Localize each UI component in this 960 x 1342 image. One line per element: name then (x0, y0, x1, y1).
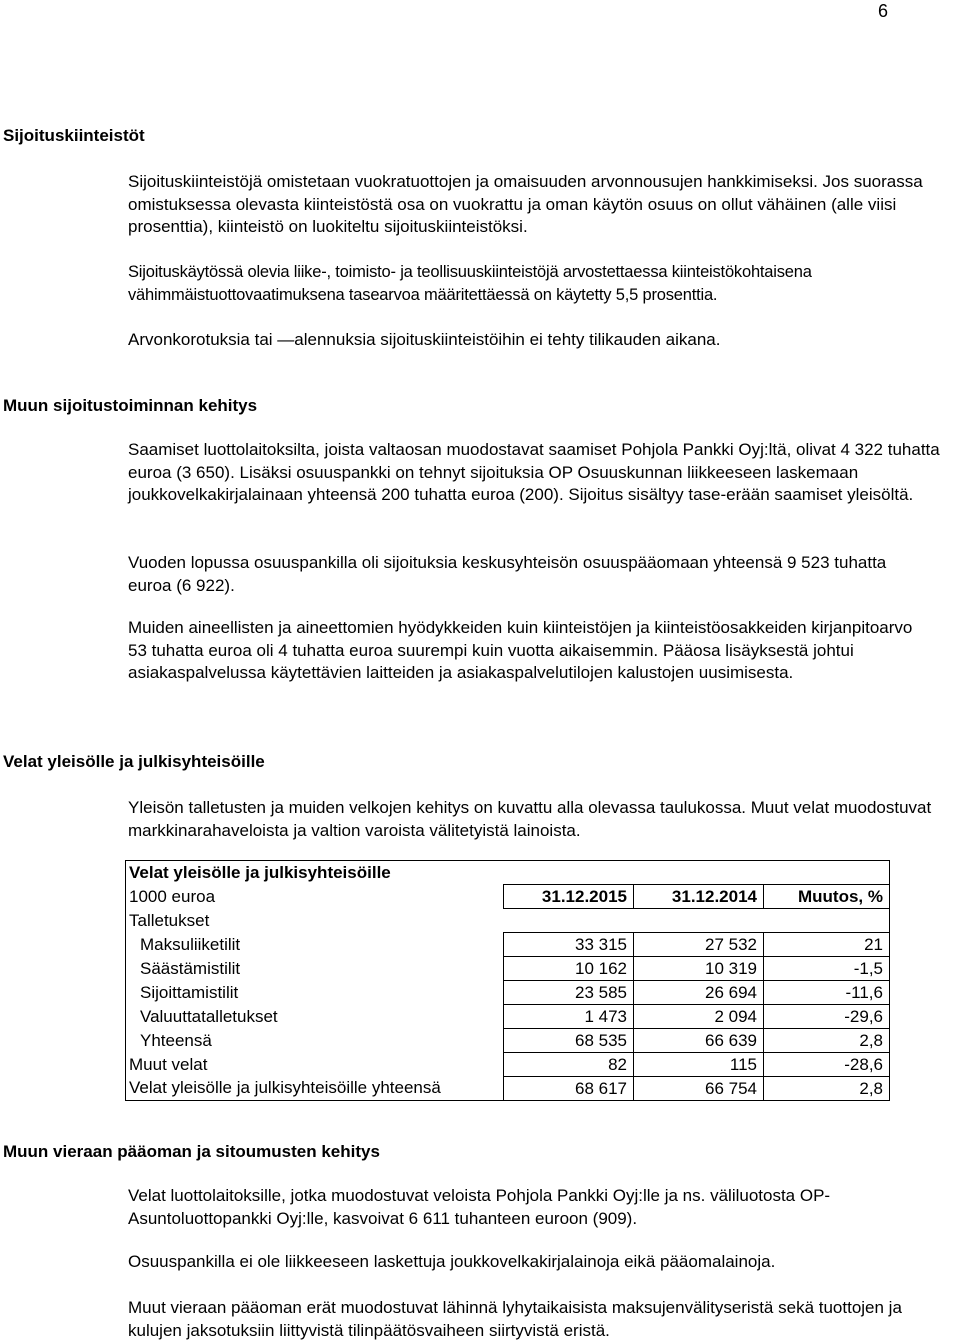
table-row (126, 1077, 890, 1101)
table-row-label: Velat yleisölle ja julkisyhteisöille yhteensä (126, 1077, 504, 1101)
paragraph-other-liabilities-2: Osuuspankilla ei ole liikkeeseen laskettuja joukkovelkakirjalainoja eikä pääomalainoja. (128, 1252, 776, 1271)
table-cell-2014: 26 694 (634, 981, 764, 1005)
heading-other-liabilities: Muun vieraan pääoman ja sitoumusten kehitys (3, 1142, 380, 1161)
table-group-row (126, 909, 890, 933)
table-title: Velat yleisölle ja julkisyhteisöille (126, 861, 890, 885)
table-cell-change: -29,6 (764, 1005, 890, 1029)
paragraph-investment-property-3: Arvonkorotuksia tai —alennuksia sijoituskiinteistöihin ei tehty tilikauden aikana. (128, 330, 721, 349)
paragraph-investment-property-2: Sijoituskäytössä olevia liike-, toimisto- ja teollisuuskiinteistöjä arvostettaessa kiinteistökohtaisena vähimmäistuottovaatimuksena tasearvoa määritettäessä on käytetty 5,5 prosenttia. (128, 263, 812, 304)
table-row-label: Yhteensä (126, 1029, 504, 1053)
table-row (126, 933, 890, 957)
table-cell-change: 2,8 (764, 1077, 890, 1101)
table-cell-2015: 10 162 (504, 957, 634, 981)
table-row (126, 981, 890, 1005)
table-cell-2014: 10 319 (634, 957, 764, 981)
table-cell-2015: 23 585 (504, 981, 634, 1005)
table-header-2015: 31.12.2015 (504, 885, 634, 909)
paragraph-other-investments-1: Saamiset luottolaitoksilta, joista valtaosan muodostavat saamiset Pohjola Pankki Oyj:ltä, olivat 4 322 tuhatta euroa (3 650). Lisäksi osuuspankki on tehnyt sijoituksia OP Osuuskunnan liikkeeseen laskemaan joukkovelkakirjalainaan yhteensä 200 tuhatta euroa (200). Sijoitus sisältyy tase-erään saamiset yleisöltä. (128, 440, 940, 504)
table-header-change: Muutos, % (764, 885, 890, 909)
paragraph-other-liabilities-3: Muut vieraan pääoman erät muodostuvat lähinnä lyhytaikaisista maksujenvälityseristä sekä tuottojen ja kulujen jaksotuksiin liittyvistä tilinpäätösvaiheen siirtyvistä eristä. (128, 1298, 902, 1340)
table-cell-2014: 27 532 (634, 933, 764, 957)
table-cell-2015: 68 535 (504, 1029, 634, 1053)
paragraph-public-liabilities-1: Yleisön talletusten ja muiden velkojen kehitys on kuvattu alla olevassa taulukossa. Muut velat muodostuvat markkinarahaveloista ja valtion varoista välitetyistä lainoista. (128, 798, 932, 840)
table-cell-change: 21 (764, 933, 890, 957)
table-cell-2014: 66 639 (634, 1029, 764, 1053)
table-row-label: Säästämistilit (126, 957, 504, 981)
table-row-label: Valuuttatalletukset (126, 1005, 504, 1029)
heading-other-investments: Muun sijoitustoiminnan kehitys (3, 396, 258, 415)
paragraph-other-liabilities-1: Velat luottolaitoksille, jotka muodostuvat veloista Pohjola Pankki Oyj:lle ja ns. väliluotosta OP-Asuntoluottopankki Oyj:lle, kasvoivat 6 611 tuhanteen euroon (909). (128, 1186, 831, 1228)
table-cell-change: -11,6 (764, 981, 890, 1005)
table-title-row (126, 861, 890, 885)
table-cell-2014: 2 094 (634, 1005, 764, 1029)
table-group-label: Talletukset (126, 909, 504, 933)
heading-investment-property: Sijoituskiinteistöt (3, 126, 145, 145)
table-cell-change: -28,6 (764, 1053, 890, 1077)
table-cell-2015: 1 473 (504, 1005, 634, 1029)
paragraph-other-investments-3: Muiden aineellisten ja aineettomien hyödykkeiden kuin kiinteistöjen ja kiinteistöosakkeiden kirjanpitoarvo 53 tuhatta euroa oli 4 tuhatta euroa suurempi kuin vuotta aikaisemmin. Pääosa lisäyksestä johtui asiakaspalvelussa käytettävien laitteiden ja asiakaspalvelutilojen kalustojen uusimisesta. (128, 618, 913, 682)
table-cell-change: 2,8 (764, 1029, 890, 1053)
table-row (126, 1029, 890, 1053)
table-cell-2015: 33 315 (504, 933, 634, 957)
table-row (126, 1053, 890, 1077)
table-header-row (126, 885, 890, 909)
paragraph-other-investments-2: Vuoden lopussa osuuspankilla oli sijoituksia keskusyhteisön osuuspääomaan yhteensä 9 523 tuhatta euroa (6 922). (128, 553, 887, 595)
table-cell-2015: 68 617 (504, 1077, 634, 1101)
table-cell-2015: 82 (504, 1053, 634, 1077)
table-row (126, 957, 890, 981)
page-number: 6 (878, 1, 889, 21)
table-row-label: Maksuliiketilit (126, 933, 504, 957)
table-row-label: Sijoittamistilit (126, 981, 504, 1005)
heading-public-liabilities: Velat yleisölle ja julkisyhteisöille (3, 752, 265, 771)
table-cell-2014: 66 754 (634, 1077, 764, 1101)
table-row-label: Muut velat (126, 1053, 504, 1077)
liabilities-table (125, 860, 890, 1101)
table-row (126, 1005, 890, 1029)
table-cell-2014: 115 (634, 1053, 764, 1077)
table-header-2014: 31.12.2014 (634, 885, 764, 909)
paragraph-investment-property-1: Sijoituskiinteistöjä omistetaan vuokratuottojen ja omaisuuden arvonnousujen hankkimiseksi. Jos suorassa omistuksessa olevasta kiinteistöstä osa on vuokrattu ja oman käytön osuus on ollut vähäinen (alle viisi prosenttia), kiinteistö on luokiteltu sijoituskiinteistöksi. (128, 172, 923, 236)
table-unit: 1000 euroa (126, 885, 504, 909)
table-cell-change: -1,5 (764, 957, 890, 981)
